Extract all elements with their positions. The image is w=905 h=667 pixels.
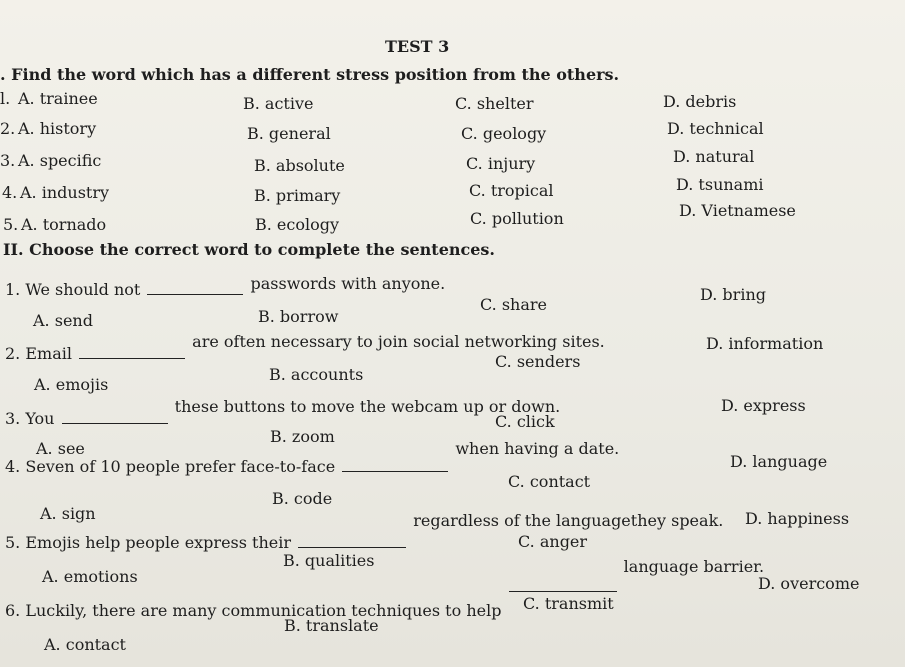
option-d: D. information bbox=[706, 334, 824, 353]
section1-heading: . Find the word which has a different stress position from the others. bbox=[0, 65, 620, 84]
option-b: B. borrow bbox=[258, 307, 339, 326]
option-d: D. bring bbox=[700, 285, 766, 304]
option-a: A. history bbox=[18, 119, 97, 138]
option-b: B. qualities bbox=[283, 551, 375, 570]
test-title: TEST 3 bbox=[385, 37, 450, 56]
option-a: A. sign bbox=[40, 504, 96, 523]
option-d: D. debris bbox=[663, 92, 737, 111]
option-d: D. Vietnamese bbox=[679, 201, 796, 220]
question-number: l. bbox=[0, 89, 11, 108]
sentence-end: when having a date. bbox=[455, 439, 620, 458]
option-d: D. express bbox=[721, 396, 806, 415]
sentence-start: 3. You bbox=[5, 409, 55, 428]
option-c: C. click bbox=[495, 412, 555, 431]
sentence-end: regardless of the languagethey speak. bbox=[413, 511, 724, 530]
answer-blank bbox=[62, 411, 168, 424]
option-a: A. tornado bbox=[21, 215, 107, 234]
answer-blank bbox=[509, 579, 617, 592]
section2-heading: II. Choose the correct word to complete the sentences. bbox=[3, 240, 495, 259]
option-c: C. injury bbox=[466, 154, 536, 173]
option-c: C. shelter bbox=[455, 94, 534, 113]
option-b: B. general bbox=[247, 124, 331, 143]
sentence-end: passwords with anyone. bbox=[250, 274, 446, 293]
option-d: D. tsunami bbox=[676, 175, 764, 194]
option-c: C. senders bbox=[495, 352, 581, 371]
option-c: C. share bbox=[480, 295, 548, 314]
option-a: A. emotions bbox=[42, 567, 138, 586]
option-a: A. specific bbox=[18, 151, 102, 170]
option-b: B. accounts bbox=[269, 365, 364, 384]
option-d: D. happiness bbox=[745, 509, 850, 528]
sentence bbox=[5, 397, 561, 428]
option-d: D. technical bbox=[667, 119, 764, 138]
option-c: C. geology bbox=[461, 124, 547, 143]
sentence-start: 6. Luckily, there are many communication techniques to help bbox=[5, 601, 502, 620]
answer-blank bbox=[79, 346, 185, 359]
option-b: B. active bbox=[243, 94, 314, 113]
option-a: A. send bbox=[33, 311, 93, 330]
question-number: 5. bbox=[3, 215, 19, 234]
option-c: C. tropical bbox=[469, 181, 554, 200]
question-number: 2. bbox=[0, 119, 16, 138]
option-b: B. ecology bbox=[255, 215, 340, 234]
option-b: B. absolute bbox=[254, 156, 345, 175]
sentence-start: 4. Seven of 10 people prefer face-to-face bbox=[5, 457, 336, 476]
sentence-start: 5. Emojis help people express their bbox=[5, 533, 292, 552]
option-c: C. transmit bbox=[523, 594, 614, 613]
question-number: 4. bbox=[2, 183, 18, 202]
sentence-start: 2. Email bbox=[5, 344, 72, 363]
question-number: 3. bbox=[0, 151, 16, 170]
option-b: B. code bbox=[272, 489, 333, 508]
option-a: A. trainee bbox=[18, 89, 98, 108]
option-b: B. zoom bbox=[270, 427, 335, 446]
option-d: D. language bbox=[730, 452, 828, 471]
answer-blank bbox=[298, 535, 406, 548]
answer-blank bbox=[342, 459, 448, 472]
option-c: C. anger bbox=[518, 532, 588, 551]
sentence-end: are often necessary to join social networking sites. bbox=[192, 332, 605, 351]
option-a: A. see bbox=[36, 439, 85, 458]
option-a: A. contact bbox=[44, 635, 126, 654]
option-a: A. emojis bbox=[34, 375, 109, 394]
option-a: A. industry bbox=[20, 183, 110, 202]
option-d: D. overcome bbox=[758, 574, 860, 593]
option-b: B. translate bbox=[284, 616, 379, 635]
option-c: C. pollution bbox=[470, 209, 564, 228]
option-c: C. contact bbox=[508, 472, 591, 491]
sentence-end: language barrier. bbox=[623, 557, 765, 576]
sentence-end: these buttons to move the webcam up or down. bbox=[174, 397, 561, 416]
answer-blank bbox=[147, 282, 243, 295]
sentence-start: 1. We should not bbox=[5, 280, 141, 299]
option-b: B. primary bbox=[254, 186, 341, 205]
option-d: D. natural bbox=[673, 147, 755, 166]
sentence bbox=[5, 274, 446, 299]
